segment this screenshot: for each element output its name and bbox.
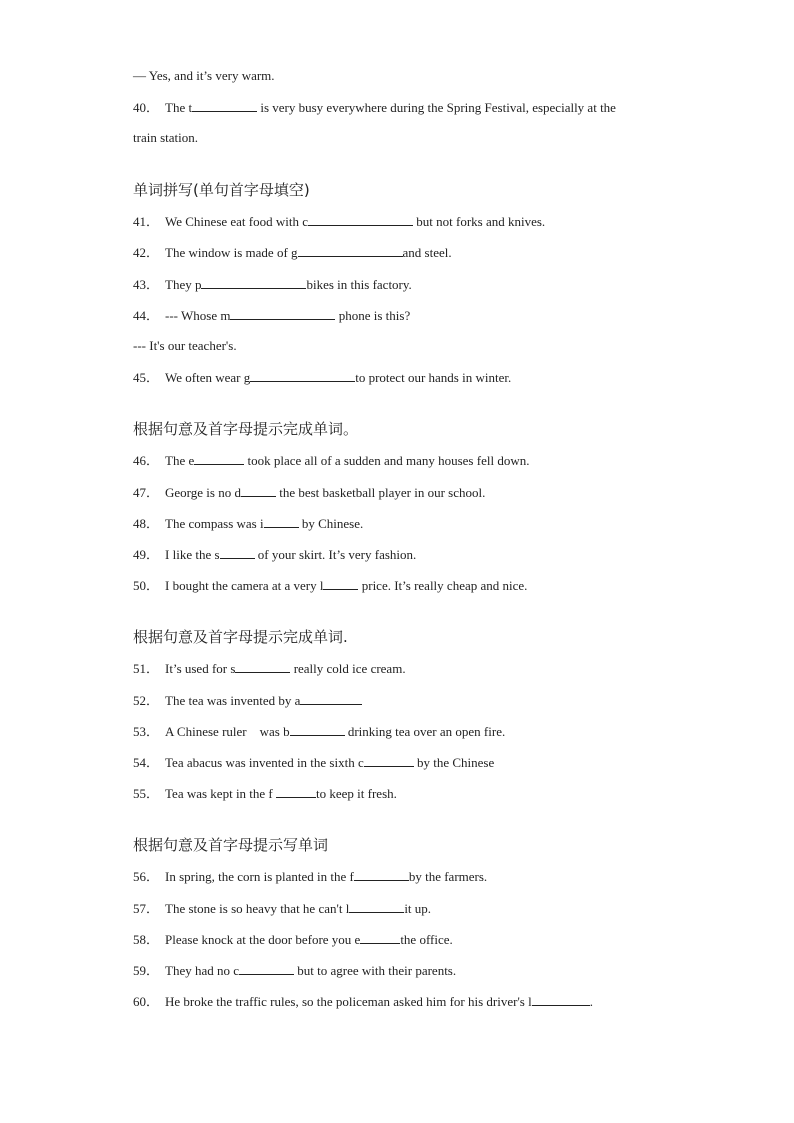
question-number: 55． [133,786,160,801]
question-text-post: drinking tea over an open fire. [344,724,506,739]
question-text-post: but not forks and knives. [413,214,546,229]
question-text-pre: Please knock at the door before you e [165,932,361,947]
answer-blank[interactable] [194,452,244,465]
question-text-pre: The stone is so heavy that he can't l [165,901,350,916]
question-number: 54． [133,755,160,770]
answer-blank[interactable] [300,692,362,705]
section-heading-2: 根据句意及首字母提示完成单词。 [133,420,359,438]
question-number: 59． [133,963,160,978]
question-text-pre: Tea was kept in the f [165,786,277,801]
answer-blank[interactable] [276,785,316,798]
answer-blank[interactable] [230,307,335,320]
answer-blank[interactable] [308,213,413,226]
section-heading-1: 单词拼写(单句首字母填空) [133,181,310,199]
question-text-pre: The tea was invented by a [165,693,301,708]
question-text-post: but to agree with their parents. [294,963,457,978]
question-text-pre: The t [165,100,193,115]
question-40 [133,99,616,116]
question-text-pre: The e [165,453,195,468]
answer-blank[interactable] [360,931,400,944]
answer-blank[interactable] [220,546,255,559]
question-number: 49． [133,547,160,562]
question-55 [133,785,397,802]
answer-blank[interactable] [354,868,409,881]
question-number: 46． [133,453,160,468]
question-text-post: by Chinese. [298,516,364,531]
question-47 [133,484,485,501]
answer-blank[interactable] [264,515,299,528]
question-number: 60． [133,994,160,1009]
question-number: 53． [133,724,160,739]
question-40-continued: train station. [133,130,198,145]
question-text-post: bikes in this factory. [306,277,412,292]
question-44 [133,307,410,324]
question-number: 58． [133,932,160,947]
question-number: 40． [133,100,160,115]
question-text-pre: They p [165,277,202,292]
question-number: 57． [133,901,160,916]
question-text-pre: A Chinese ruler was b [165,724,290,739]
question-53 [133,723,505,740]
question-number: 56． [133,869,160,884]
question-44-reply: --- It's our teacher's. [133,338,237,353]
question-number: 48． [133,516,160,531]
answer-blank[interactable] [239,962,294,975]
question-60 [133,993,593,1010]
question-text-post: phone is this? [335,308,411,323]
question-text-post: . [589,994,593,1009]
question-text-post: is very busy everywhere during the Spring Festival, especially at the [257,100,616,115]
answer-blank[interactable] [298,244,403,257]
answer-blank[interactable] [290,723,345,736]
question-text-pre: We often wear g [165,370,251,385]
question-text-pre: They had no c [165,963,240,978]
question-50 [133,577,527,594]
question-text-pre: --- Whose m [165,308,231,323]
question-text-post: the office. [400,932,453,947]
question-number: 52． [133,693,160,708]
question-41 [133,213,545,230]
question-number: 51． [133,661,160,676]
question-text-post: by the farmers. [408,869,488,884]
question-number: 42． [133,245,160,260]
question-text-post: the best basketball player in our school. [275,485,486,500]
question-43 [133,276,412,293]
question-text-pre: Tea abacus was invented in the sixth c [165,755,364,770]
question-51 [133,660,406,677]
question-number: 50． [133,578,160,593]
question-number: 43． [133,277,160,292]
question-46 [133,452,529,469]
question-text-post: it up. [404,901,432,916]
question-49 [133,546,416,563]
answer-blank[interactable] [235,660,290,673]
question-52 [133,692,362,709]
answer-blank[interactable] [349,900,404,913]
question-text-pre: He broke the traffic rules, so the policeman asked him for his driver's l [165,994,532,1009]
answer-blank[interactable] [364,754,414,767]
answer-blank[interactable] [323,577,358,590]
question-text-post: and steel. [402,245,452,260]
question-number: 45． [133,370,160,385]
question-text-post: to protect our hands in winter. [355,370,512,385]
question-text-pre: I like the s [165,547,220,562]
question-text-pre: In spring, the corn is planted in the f [165,869,354,884]
question-45 [133,369,511,386]
question-57 [133,900,431,917]
question-54 [133,754,494,771]
question-text-post: by the Chinese [413,755,495,770]
question-number: 41． [133,214,160,229]
answer-blank[interactable] [192,99,257,112]
question-48 [133,515,363,532]
question-58 [133,931,453,948]
question-number: 47． [133,485,160,500]
question-text-post: to keep it fresh. [316,786,397,801]
answer-blank[interactable] [532,993,590,1006]
question-text-pre: The compass was i [165,516,264,531]
question-59 [133,962,456,979]
section-heading-4: 根据句意及首字母提示写单词 [133,836,329,854]
question-text-pre: George is no d [165,485,241,500]
answer-blank[interactable] [250,369,355,382]
question-text-pre: The window is made of g [165,245,298,260]
section-heading-3: 根据句意及首字母提示完成单词. [133,628,348,646]
question-text-post: of your skirt. It’s very fashion. [254,547,417,562]
question-56 [133,868,487,885]
question-text-pre: I bought the camera at a very l [165,578,324,593]
answer-line: — Yes, and it’s very warm. [133,68,275,83]
question-text-post: price. It’s really cheap and nice. [358,578,528,593]
answer-blank[interactable] [241,484,276,497]
question-text-pre: It’s used for s [165,661,236,676]
question-number: 44． [133,308,160,323]
question-text-post: really cold ice cream. [290,661,406,676]
answer-blank[interactable] [201,276,306,289]
question-text-pre: We Chinese eat food with c [165,214,309,229]
question-42 [133,244,452,261]
question-text-post: took place all of a sudden and many houses fell down. [244,453,530,468]
